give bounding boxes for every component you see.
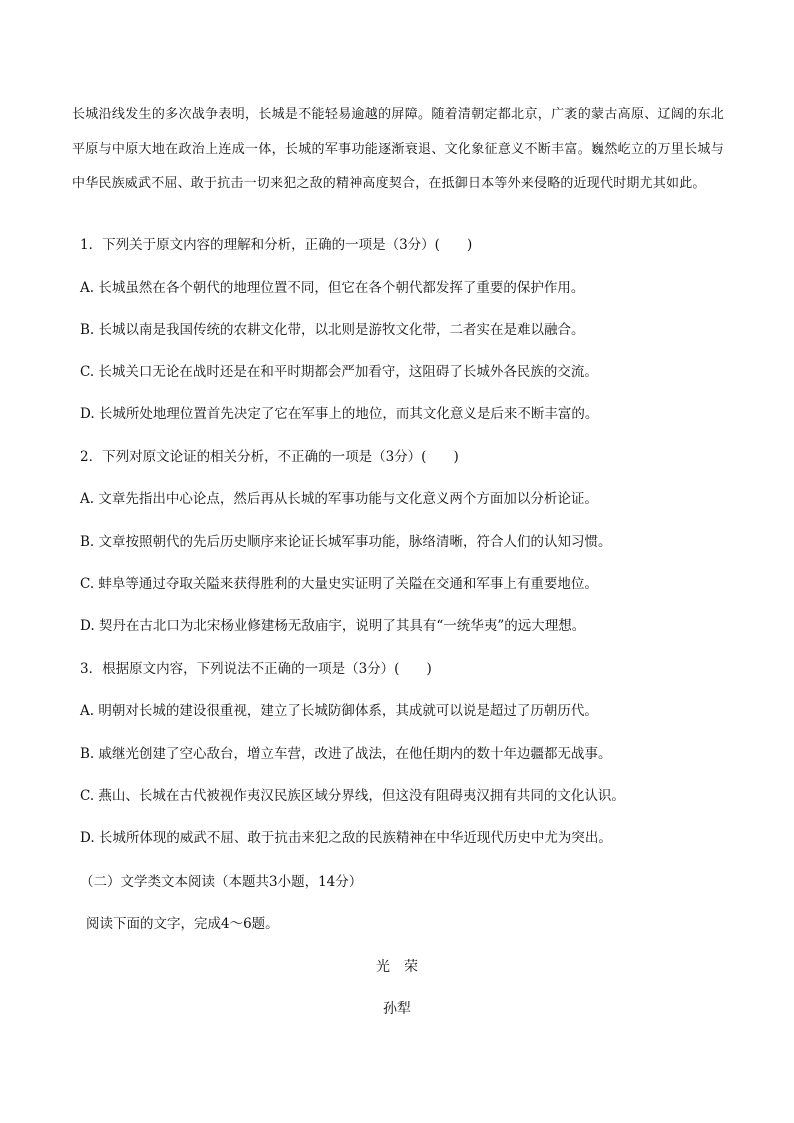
question-1-option-a: A. 长城虽然在各个朝代的地理位置不同，但它在各个朝代都发挥了重要的保护作用。: [80, 280, 585, 296]
question-1-stem: 1．下列关于原文内容的理解和分析，正确的一项是（3分）( ): [80, 237, 473, 253]
question-3-option-b: B. 戚继光创建了空心敌台，增立车营，改进了战法，在他任期内的数十年边疆都无战事。: [80, 746, 612, 762]
question-1-option-d: D. 长城所处地理位置首先决定了它在军事上的地位，而其文化意义是后来不断丰富的。: [80, 406, 599, 422]
question-3-option-c: C. 燕山、长城在古代被视作夷汉民族区域分界线，但这没有阻碍夷汉拥有共同的文化认识。: [80, 788, 625, 804]
question-2-option-d: D. 契丹在古北口为北宋杨业修建杨无敌庙宇，说明了其具有“一统华夷”的远大理想。: [80, 618, 586, 634]
question-3-option-a: A. 明朝对长城的建设很重视，建立了长城防御体系，其成就可以说是超过了历朝历代。: [80, 703, 598, 719]
section-heading: （二）文学类文本阅读（本题共3小题，14分）: [80, 874, 363, 890]
question-2-stem: 2．下列对原文论证的相关分析，不正确的一项是（3分）( ): [80, 449, 459, 465]
story-author: 孙犁: [383, 1001, 411, 1017]
intro-paragraph: 长城沿线发生的多次战争表明，长城是不能轻易逾越的屏障。随着清朝定都北京，广袤的蒙古高原、辽阔的东北平原与中原大地在政治上连成一体，长城的军事功能逐渐衰退、文化象征意义不断丰富。巍然屹立的万里长城与中华民族威武不屈、敢于抗击一切来犯之敌的精神高度契合，在抵御日本等外来侵略的近现代时期尤其如此。: [72, 107, 724, 191]
question-3-stem: 3．根据原文内容，下列说法不正确的一项是（3分）( ): [80, 661, 432, 677]
question-2-option-c: C. 蚌阜等通过夺取关隘来获得胜利的大量史实证明了关隘在交通和军事上有重要地位。: [80, 576, 598, 592]
story-title: 光 荣: [376, 959, 418, 975]
reading-instruction: 阅读下面的文字，完成4～6题。: [86, 916, 279, 932]
question-3-option-d: D. 长城所体现的威武不屈、敢于抗击来犯之敌的民族精神在中华近现代历史中尤为突出。: [80, 830, 612, 846]
question-2-option-a: A. 文章先指出中心论点，然后再从长城的军事功能与文化意义两个方面加以分析论证。: [80, 491, 598, 507]
question-2-option-b: B. 文章按照朝代的先后历史顺序来论证长城军事功能，脉络清晰，符合人们的认知习惯。: [80, 534, 612, 550]
question-1-option-c: C. 长城关口无论在战时还是在和平时期都会严加看守，这阻碍了长城外各民族的交流。: [80, 364, 598, 380]
question-1-option-b: B. 长城以南是我国传统的农耕文化带，以北则是游牧文化带，二者实在是难以融合。: [80, 322, 585, 338]
